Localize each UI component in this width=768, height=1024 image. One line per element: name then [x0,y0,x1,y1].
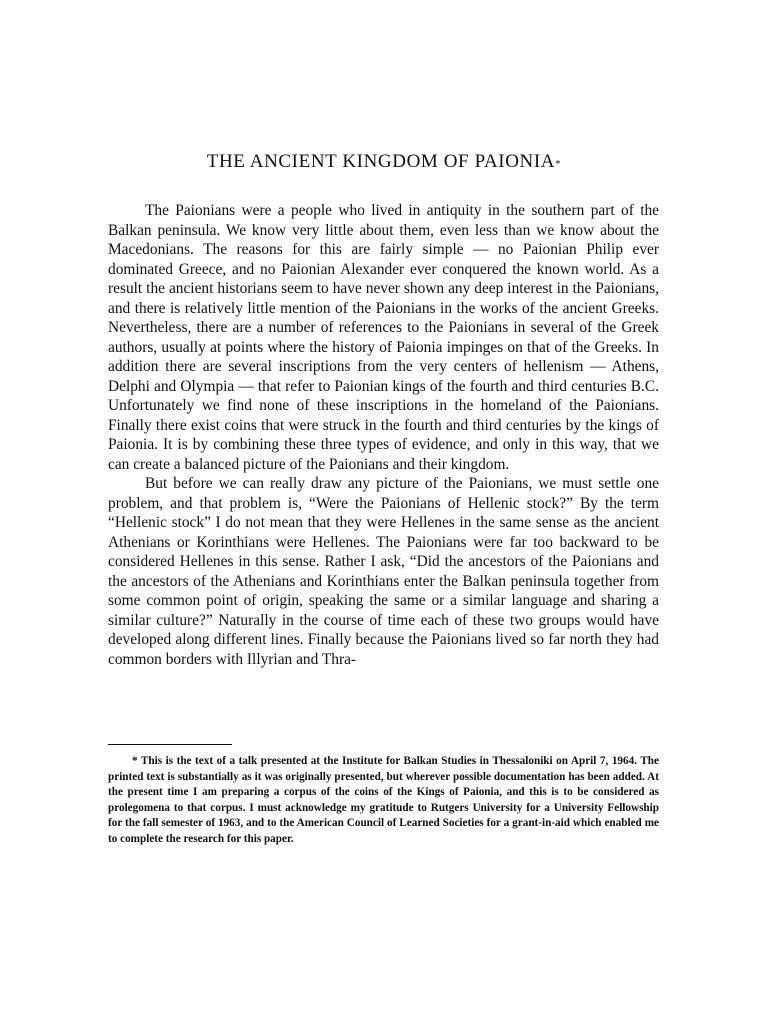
paragraph-2: But before we can really draw any picture of the Paionians, we must settle one problem, and that problem is, “Were the Paionians of Hellenic stock?” By the term “Hellenic stock” I do not mean that they were Hellenes in the same sense as the ancient Athenians or Korinthians were Hellenes. The Paionians were far too backward to be considered Hellenes in this sense. Rather I ask, “Did the ancestors of the Paionians and the ancestors of the Athenians and Korinthians enter the Balkan peninsula together from some common point of origin, speaking the same or a similar language and sharing a similar culture?” Naturally in the course of time each of these two groups would have developed along different lines. Finally because the Paionians lived so far north they had common borders with Illyrian and Thra- [108,475,659,668]
footnote: * This is the text of a talk presented at the Institute for Balkan Studies in Thessaloniki on April 7, 1964. The printed text is substantially as it was originally presented, but wherever possible documentation has been added. At the present time I am preparing a corpus of the coins of the Kings of Paionia, and this is to be considered as prolegomena to that corpus. I must acknowledge my gratitude to Rutgers University for a University Fellowship for the fall semester of 1963, and to the American Council of Learned Societies for a grant-in-aid which enabled me to complete the research for this paper. [108,755,659,845]
page-title [0,150,768,174]
title-text: THE ANCIENT KINGDOM OF PAIONIA [206,151,556,172]
paragraph-1: The Paionians were a people who lived in antiquity in the southern part of the Balkan peninsula. We know very little about them, even less than we know about the Macedonians. The reasons for this are fairly simple — no Paionian Philip ever dominated Greece, and no Paionian Alexander ever conquered the known world. As a result the ancient historians seem to have never shown any deep interest in the Paionians, and there is relatively little mention of the Paionians in the works of the ancient Greeks. Nevertheless, there are a number of references to the Paionians in several of the Greek authors, usually at points where the history of Paionia impinges on that of the Greeks. In addition there are several inscriptions from the very centers of hellenism — Athens, Delphi and Olympia — that refer to Paionian kings of the fourth and third centuries B.C. Unfortunately we find none of these inscriptions in the homeland of the Paionians. Finally there exist coins that were struck in the fourth and third centuries by the kings of Paionia. It is by combining these three types of evidence, and only in this way, that we can create a balanced picture of the Paionians and their kingdom. [108,202,659,473]
footnote-divider [108,744,232,745]
body-text [108,201,659,669]
title-footnote-marker: * [555,158,562,170]
